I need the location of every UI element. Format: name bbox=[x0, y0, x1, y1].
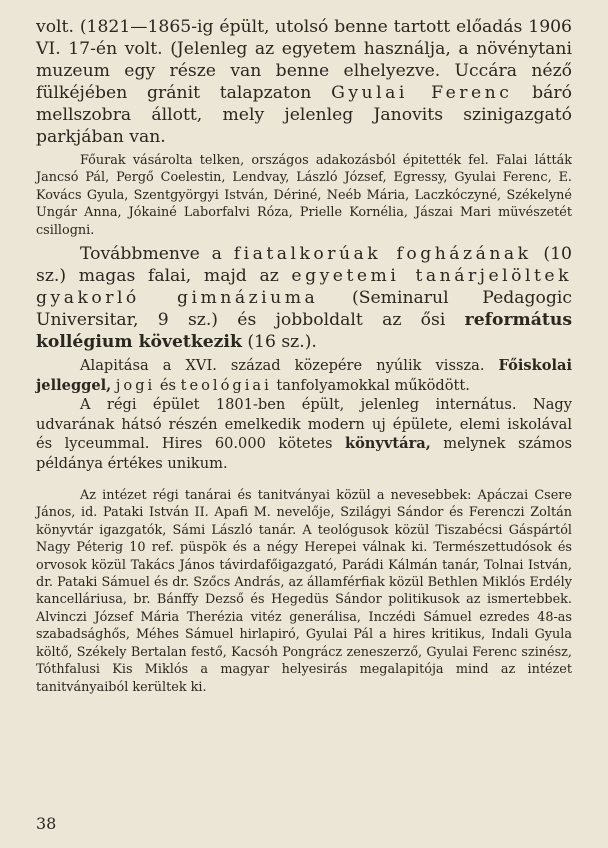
paragraph-text: (Seminarul Pedagogic Universitar, 9 sz.) és jobboldalt az ősi bbox=[36, 288, 572, 331]
paragraph-prison-gymnasium-college bbox=[36, 243, 572, 353]
paragraph-text: tanfolyamokkal működött. bbox=[271, 376, 470, 394]
spaced-name-gyulai-ferenc: Gyulai Ferenc bbox=[331, 83, 513, 103]
spaced-text-teologiai: teológiai bbox=[180, 376, 272, 394]
paragraph-text: melynek számos példánya értékes unikum. bbox=[36, 435, 572, 472]
paragraph-notable-alumni: Az intézet régi tanárai és tanitványai közül a nevesebbek: Apáczai Csere János, id. Pataki István II. Apafi M. nevelője, Szilágyi Sándor és Ferenczi Zoltán könyvtár igazgatók, Sámi László tanár. A teológusok közül Tiszabécsi Gáspártól Nagy Péterig 10 ref. püspök és a négy Herepei válnak ki. Természettudósok és orvosok közül Takács János távirdafőigazgató, Parádi Kálmán tanár, Tolnai István, dr. Pataki Sámuel és dr. Szőcs András, az államférfiak közül Bethlen Miklós Erdély kancelláriusa, br. Bánffy Dezső és Hegedüs Sándor politikusok az ismertebbek. Alvinczi József Mária Therézia vitéz generálisa, Inczédi Sámuel ezredes 48-as szabadsághős, Méhes Sámuel hirlapiró, Gyulai Pál a hires kritikus, Indali Gyula költő, Székely Bertalan festő, Kacsóh Pongrácz zeneszerző, Gyulai Ferenc szinész, Tóthfalusi Kis Miklós a magyar helyesirás megalapitója mind az intézet tanitványaiból kerültek ki. bbox=[36, 488, 572, 695]
paragraph-founding bbox=[36, 356, 572, 395]
paragraph-text: A régi épület 1801-ben épült, jelenleg internátus. Nagy udvarának hátsó részén emelkedik modern uj épülete, elemi iskolával és lyceummal. Hires 60.000 kötetes bbox=[36, 396, 572, 453]
paragraph-text: báró mellszobra állott, mely jelenleg Janovits szinigazgató parkjában van. bbox=[36, 83, 572, 147]
paragraph-text: (10 sz.) magas falai, majd az bbox=[36, 244, 572, 287]
paragraph-text: (16 sz.). bbox=[241, 332, 317, 353]
bold-text-foiskolai: Főiskolai jelleggel, bbox=[36, 357, 572, 394]
paragraph-text: Továbbmenve a bbox=[80, 244, 234, 265]
spaced-text-jogi: jogi bbox=[115, 376, 156, 394]
spaced-text: fiatalkorúak fogházának bbox=[233, 244, 532, 265]
bold-text-konyvtara: könyvtára, bbox=[344, 435, 431, 453]
paragraph-text: Alapitása a XVI. század közepére nyúlik vissza. bbox=[80, 357, 499, 375]
page-number: 38 bbox=[36, 814, 57, 833]
spaced-text: egyetemi tanárjelöltek gyakorló gimnáziuma bbox=[36, 266, 573, 309]
paragraph-text: volt. (1821—1865-ig épült, utolsó benne tartott előadás 1906 VI. 17-én volt. (Jelenleg az egyetem használja, a növénytani muzeum egy része van benne elhelyezve. Uccára néző fülkéjében gránit talapzaton bbox=[36, 17, 572, 103]
paragraph-university-building bbox=[36, 16, 572, 148]
paragraph-text: és bbox=[155, 376, 181, 394]
paragraph-library bbox=[36, 395, 572, 473]
bold-text-reformatus-kollegium: református kollégium következik bbox=[36, 310, 572, 353]
paragraph-theatre-note: Főurak vásárolta telken, országos adakozásból épitették fel. Falai látták Jancsó Pál, Pergő Coelestin, Lendvay, László József, Egressy, Gyulai Ferenc, E. Kovács Gyula, Szentgyörgyi István, Dériné, Neéb Mária, Laczkóczyné, Székelyné Ungár Anna, Jókainé Laborfalvi Róza, Prielle Kornélia, Jászai Mari müvészetét csillogni. bbox=[36, 153, 572, 238]
page-body bbox=[36, 16, 572, 696]
